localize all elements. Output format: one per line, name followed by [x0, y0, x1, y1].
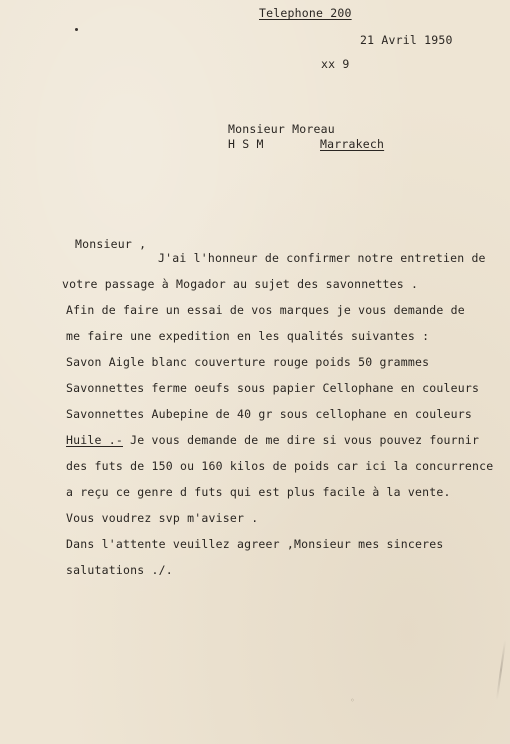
recipient-company: H S M — [228, 137, 264, 151]
body-line-10: a reçu ce genre d futs qui est plus facile à la vente. — [66, 485, 451, 499]
body-line-8 — [66, 433, 479, 447]
body-line-4: me faire une expedition en les qualités suivantes : — [66, 329, 430, 343]
body-line-7: Savonnettes Aubepine de 40 gr sous cellophane en couleurs — [66, 407, 473, 421]
body-line-5: Savon Aigle blanc couverture rouge poids 50 grammes — [66, 355, 430, 369]
huile-rest: Je vous demande de me dire si vous pouvez fournir — [123, 433, 480, 447]
recipient-name: Monsieur Moreau — [228, 122, 335, 136]
salutation: Monsieur , — [75, 237, 147, 251]
huile-label: Huile .- — [66, 433, 123, 447]
body-line-12: Dans l'attente veuillez agreer ,Monsieur mes sinceres — [66, 537, 444, 551]
body-line-11: Vous voudrez svp m'aviser . — [66, 511, 259, 525]
body-line-9: des futs de 150 ou 160 kilos de poids car ici la concurrence — [66, 459, 494, 473]
body-line-13: salutations ./. — [66, 563, 173, 577]
recipient-city: Marrakech — [320, 137, 385, 151]
ink-dot — [75, 28, 78, 31]
pencil-mark — [496, 640, 506, 700]
paper-mark: ◦ — [350, 696, 355, 705]
body-line-3: Afin de faire un essai de vos marques je vous demande de — [66, 303, 465, 317]
body-line-2: votre passage à Mogador au sujet des savonnettes . — [62, 277, 419, 291]
telephone-line: Telephone 200 — [259, 6, 352, 20]
body-line-1: J'ai l'honneur de confirmer notre entretien de — [158, 251, 486, 265]
body-line-6: Savonnettes ferme oeufs sous papier Cellophane en couleurs — [66, 381, 480, 395]
reference-number: xx 9 — [321, 57, 350, 71]
letter-date: 21 Avril 1950 — [360, 33, 453, 47]
